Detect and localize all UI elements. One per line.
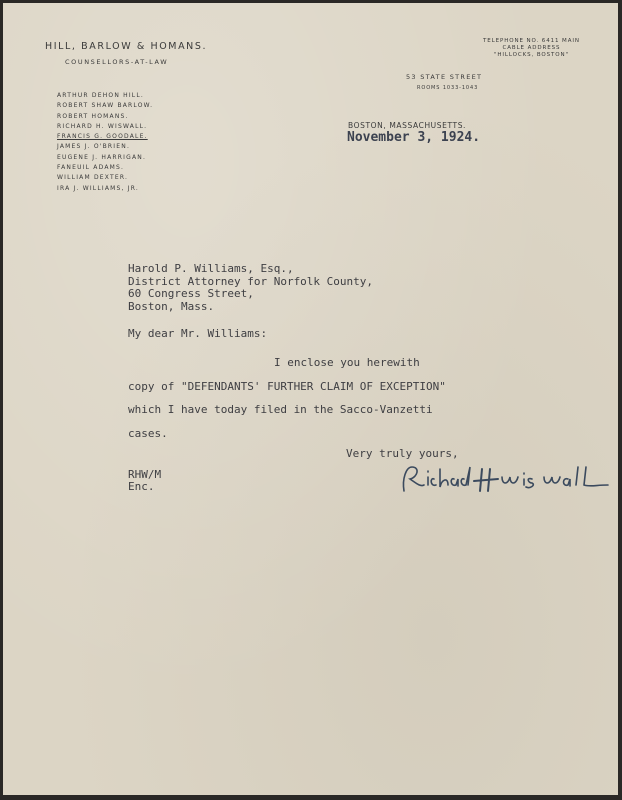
enclosure-note: Enc. — [128, 480, 155, 493]
recipient-line: Harold P. Williams, Esq., — [128, 262, 294, 275]
reference-block — [128, 469, 161, 493]
firm-name: HILL, BARLOW & HOMANS. — [45, 41, 208, 52]
body-line: which I have today filed in the Sacco-Vanzetti — [128, 403, 433, 416]
partner-name: JAMES J. O'BRIEN. — [57, 143, 131, 151]
city: BOSTON, MASSACHUSETTS. — [348, 121, 467, 130]
cable-address: "HILLOCKS, BOSTON" — [493, 52, 569, 59]
cable-label: CABLE ADDRESS — [502, 45, 561, 52]
recipient-line: District Attorney for Norfolk County, — [128, 274, 374, 288]
partner-name: WILLIAM DEXTER. — [57, 174, 129, 182]
signature — [398, 461, 613, 499]
partner-name: ROBERT HOMANS. — [57, 112, 129, 120]
letter-page — [3, 3, 618, 795]
closing: Very truly yours, — [346, 447, 459, 460]
letter-date: November 3, 1924. — [347, 130, 481, 145]
partner-name: EUGENE J. HARRIGAN. — [57, 153, 147, 161]
recipient-address — [128, 263, 373, 313]
contact-block — [483, 38, 580, 60]
recipient-line: 60 Congress Street, — [128, 287, 254, 301]
partner-list — [57, 91, 153, 194]
partner-name: FRANCIS G. GOODALE. — [57, 133, 148, 141]
partner-name: ARTHUR DEHON HILL. — [57, 92, 144, 99]
recipient-line: Boston, Mass. — [128, 299, 215, 313]
street-address: 53 STATE STREET — [406, 73, 483, 81]
rooms: ROOMS 1033-1043 — [417, 85, 479, 91]
partner-name: IRA J. WILLIAMS, JR. — [57, 184, 139, 192]
telephone-number: TELEPHONE NO. 6411 MAIN — [483, 38, 580, 44]
salutation: My dear Mr. Williams: — [128, 327, 268, 340]
partner-name: FANEUIL ADAMS. — [57, 164, 125, 172]
body-line: cases. — [128, 427, 168, 440]
partner-name: RICHARD H. WISWALL. — [57, 122, 148, 130]
body-line: copy of "DEFENDANTS' FURTHER CLAIM OF EXCEPTION" — [128, 380, 446, 393]
partner-name: ROBERT SHAW BARLOW. — [57, 102, 154, 110]
reference-initials: RHW/M — [128, 468, 162, 481]
body-line: I enclose you herewith — [274, 356, 420, 369]
firm-subtitle: COUNSELLORS-AT-LAW — [65, 58, 169, 66]
